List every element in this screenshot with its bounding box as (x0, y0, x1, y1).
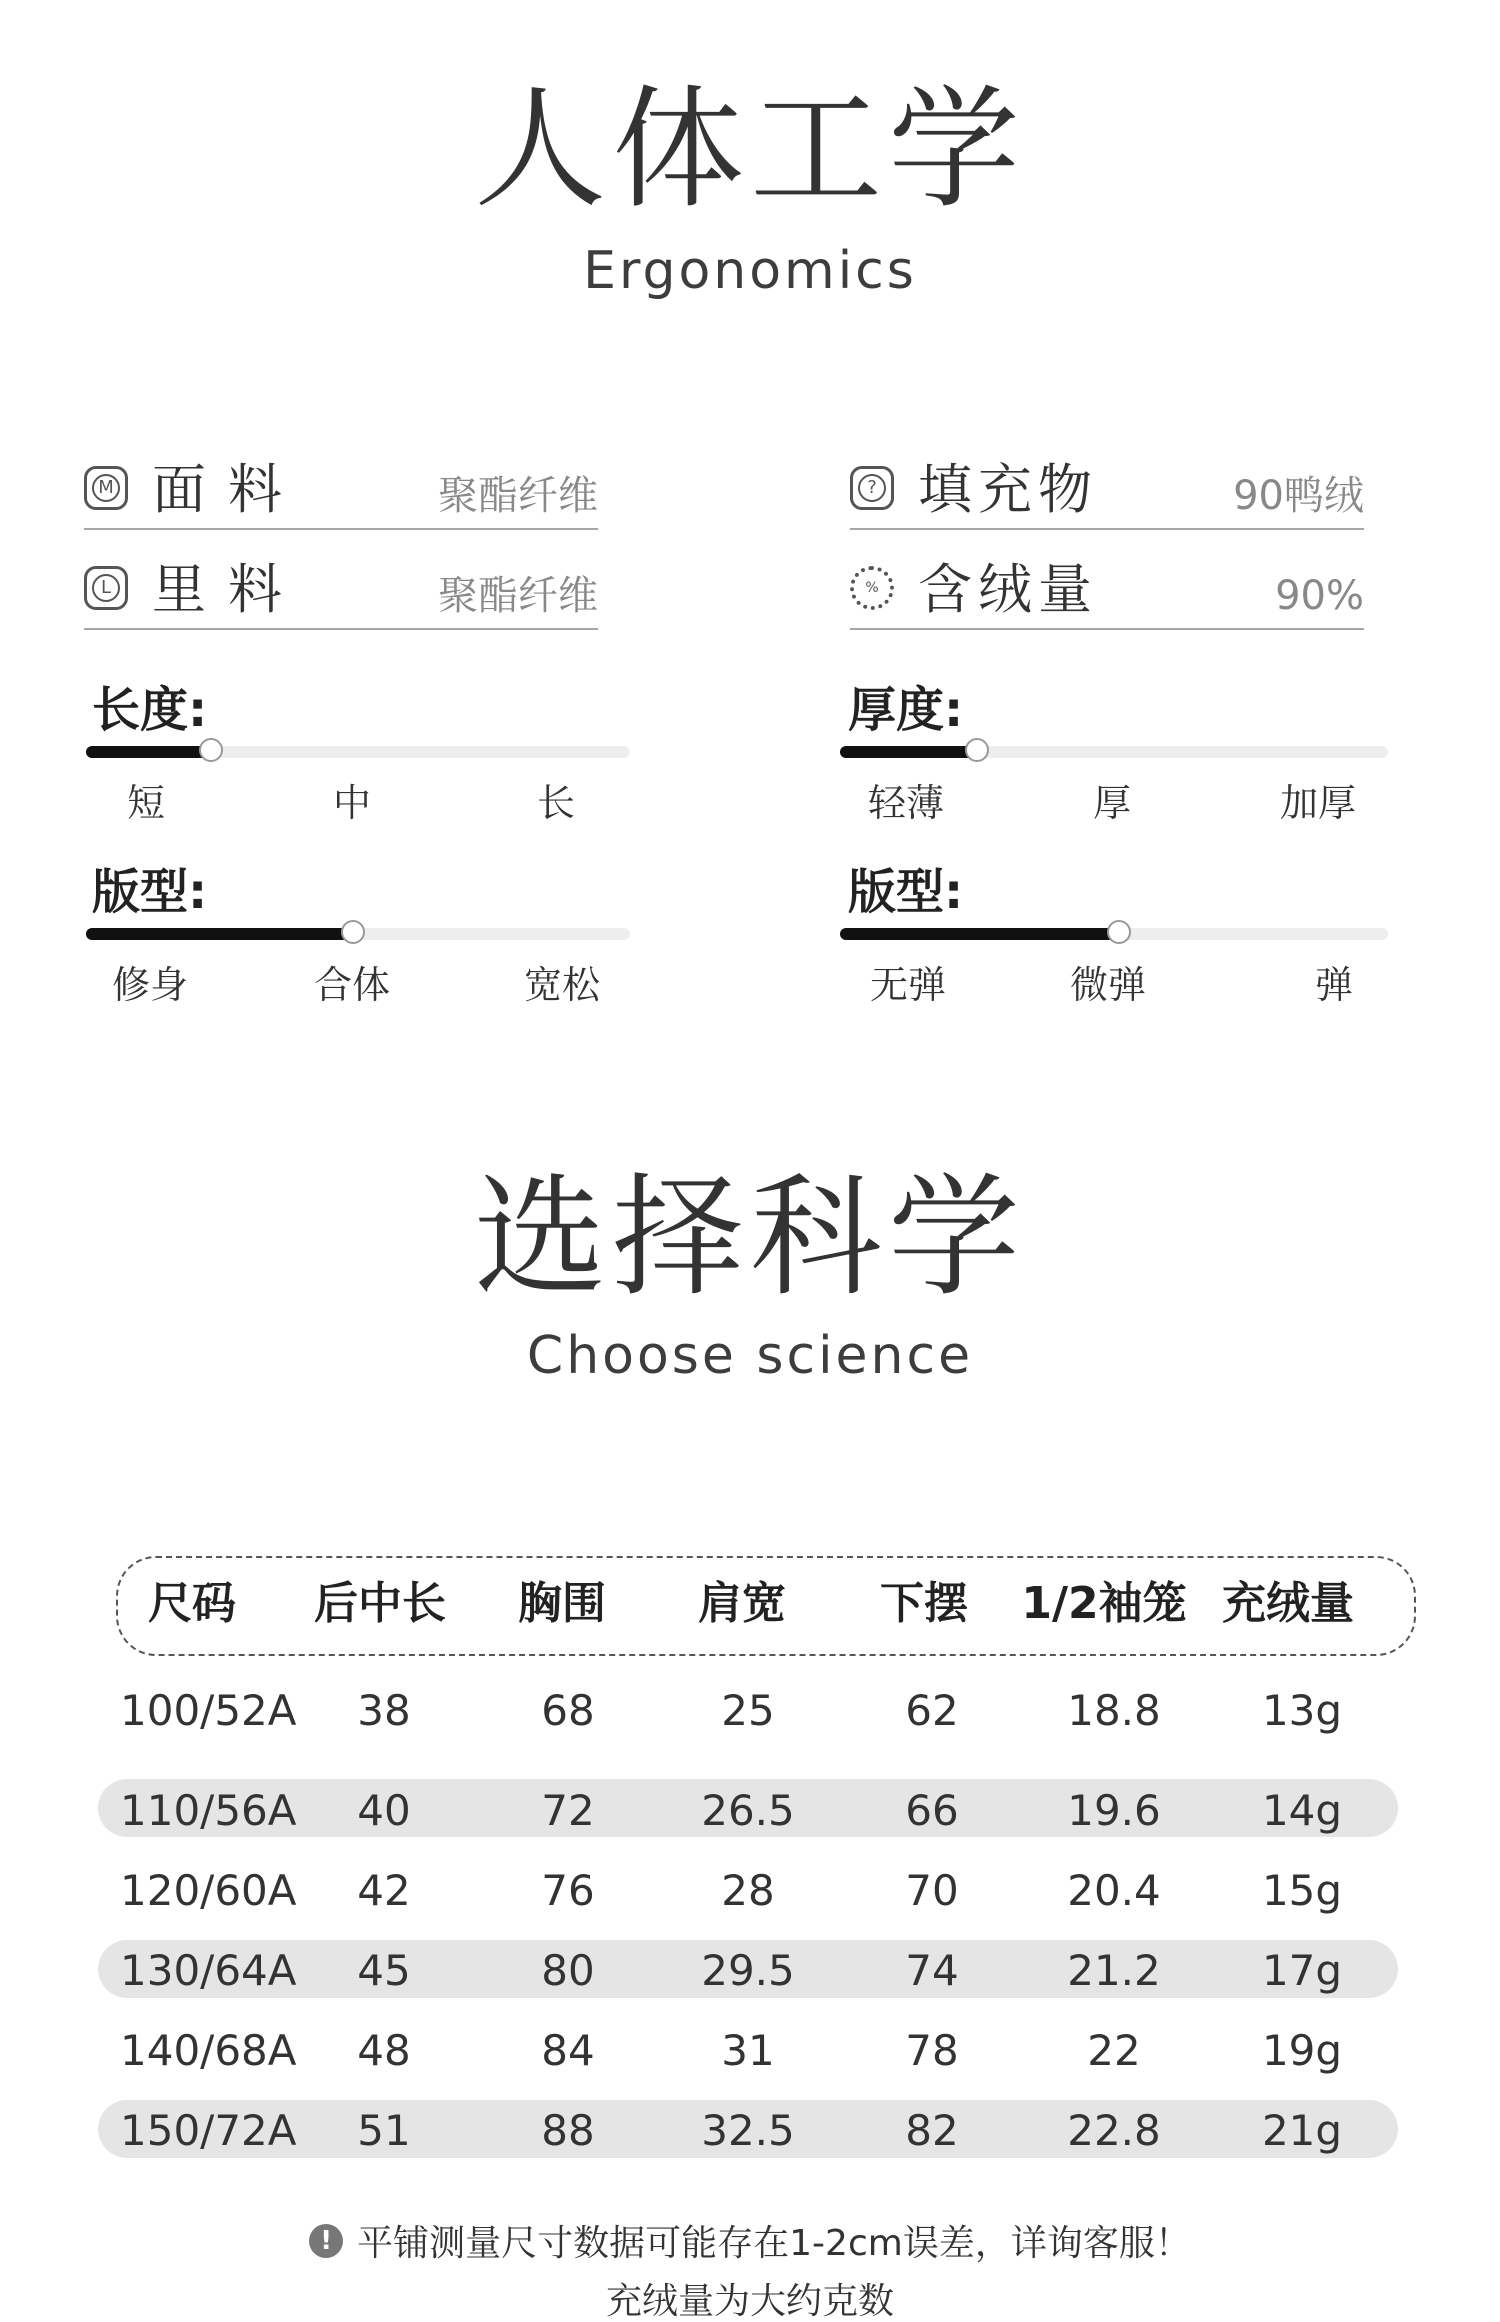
slider-fill (86, 928, 353, 940)
table-cell: 22.8 (1067, 2106, 1161, 2155)
table-cell: 19.6 (1067, 1786, 1161, 1835)
table-cell: 51 (357, 2106, 411, 2155)
slider-length (86, 746, 630, 758)
table-cell: 22 (1087, 2026, 1141, 2075)
exclamation-icon: ! (309, 2224, 343, 2258)
table-cell: 25 (721, 1686, 775, 1735)
table-cell: 31 (721, 2026, 775, 2075)
spec-row-fabric (84, 458, 598, 530)
note-line-2: 充绒量为大约克数 (605, 2281, 894, 2322)
question-icon: ? (850, 466, 894, 510)
table-cell: 140/68A (120, 2026, 297, 2075)
table-header-cell: 后中长 (314, 1578, 446, 1629)
table-cell: 18.8 (1067, 1686, 1161, 1735)
table-cell: 80 (541, 1946, 595, 1995)
spec-value: 聚酯纤维 (438, 573, 598, 619)
table-cell: 42 (357, 1866, 411, 1915)
table-cell: 38 (357, 1686, 411, 1735)
slider-tick: 宽松 (523, 963, 601, 1007)
slider-title-stretch: 版型: (848, 864, 964, 920)
slider-tick: 无弹 (869, 963, 947, 1007)
letter-m-icon: M (84, 466, 128, 510)
table-cell: 76 (541, 1866, 595, 1915)
table-cell: 28 (721, 1866, 775, 1915)
table-header-cell: 胸围 (518, 1578, 606, 1629)
table-cell: 21g (1261, 2106, 1343, 2155)
slider-tick: 长 (536, 781, 576, 825)
table-cell: 26.5 (701, 1786, 795, 1835)
ergonomics-title: 人体工学 (474, 73, 1026, 227)
note-text-1: 平铺测量尺寸数据可能存在1-2cm误差，详询客服！ (357, 2223, 1191, 2264)
table-cell: 72 (541, 1786, 595, 1835)
percent-icon: % (850, 566, 894, 610)
slider-tick: 微弹 (1069, 963, 1147, 1007)
spec-label: 里料 (152, 558, 304, 621)
spec-row-filling (850, 458, 1364, 530)
table-cell: 88 (541, 2106, 595, 2155)
table-header-cell: 充绒量 (1222, 1578, 1354, 1629)
slider-tick: 短 (126, 781, 166, 825)
letter-l-icon: L (84, 566, 128, 610)
slider-knob (341, 920, 365, 944)
table-cell: 15g (1261, 1866, 1343, 1915)
slider-fill (86, 746, 211, 758)
slider-tick: 合体 (313, 963, 391, 1007)
table-cell: 130/64A (120, 1946, 297, 1995)
spec-label: 含绒量 (918, 558, 1098, 621)
ergonomics-subtitle: Ergonomics (583, 241, 917, 301)
science-title: 选择科学 (474, 1161, 1026, 1315)
slider-tick: 加厚 (1279, 781, 1357, 825)
spec-row-lining (84, 558, 598, 630)
slider-knob (1107, 920, 1131, 944)
slider-tick: 修身 (111, 963, 189, 1007)
slider-knob (965, 738, 989, 762)
slider-title-fit: 版型: (92, 864, 208, 920)
table-cell: 29.5 (701, 1946, 795, 1995)
table-cell: 120/60A (120, 1866, 297, 1915)
table-cell: 62 (905, 1686, 959, 1735)
table-cell: 21.2 (1067, 1946, 1161, 1995)
table-cell: 20.4 (1067, 1866, 1161, 1915)
spec-value: 90% (1275, 573, 1364, 619)
table-cell: 82 (905, 2106, 959, 2155)
table-cell: 84 (541, 2026, 595, 2075)
table-cell: 45 (357, 1946, 411, 1995)
table-cell: 40 (357, 1786, 411, 1835)
table-header-cell: 尺码 (148, 1578, 236, 1629)
table-header-cell: 下摆 (880, 1578, 968, 1629)
slider-tick: 厚 (1092, 781, 1132, 825)
table-cell: 78 (905, 2026, 959, 2075)
table-header-cell: 1/2袖笼 (1021, 1578, 1187, 1629)
table-header-cell: 肩宽 (698, 1578, 786, 1629)
slider-tick: 中 (332, 781, 372, 825)
slider-title-thickness: 厚度: (848, 682, 964, 738)
table-cell: 17g (1261, 1946, 1343, 1995)
table-cell: 13g (1261, 1686, 1343, 1735)
table-cell: 48 (357, 2026, 411, 2075)
table-cell: 70 (905, 1866, 959, 1915)
spec-label: 面料 (152, 458, 304, 521)
spec-label: 填充物 (918, 458, 1098, 521)
slider-stretch (840, 928, 1388, 940)
spec-value: 90鸭绒 (1233, 473, 1364, 519)
slider-fit (86, 928, 630, 940)
note-line-1 (0, 2223, 1500, 2264)
table-cell: 66 (905, 1786, 959, 1835)
spec-row-down-content (850, 558, 1364, 630)
slider-title-length: 长度: (92, 682, 208, 738)
table-cell: 150/72A (120, 2106, 297, 2155)
spec-value: 聚酯纤维 (438, 473, 598, 519)
slider-fill (840, 928, 1119, 940)
table-cell: 32.5 (701, 2106, 795, 2155)
table-cell: 100/52A (120, 1686, 297, 1735)
table-cell: 19g (1261, 2026, 1343, 2075)
table-cell: 68 (541, 1686, 595, 1735)
table-cell: 110/56A (120, 1786, 297, 1835)
slider-tick: 轻薄 (867, 781, 945, 825)
table-cell: 74 (905, 1946, 959, 1995)
table-cell: 14g (1261, 1786, 1343, 1835)
slider-tick: 弹 (1314, 963, 1354, 1007)
slider-fill (840, 746, 977, 758)
slider-thickness (840, 746, 1388, 758)
slider-knob (199, 738, 223, 762)
science-subtitle: Choose science (526, 1326, 974, 1386)
